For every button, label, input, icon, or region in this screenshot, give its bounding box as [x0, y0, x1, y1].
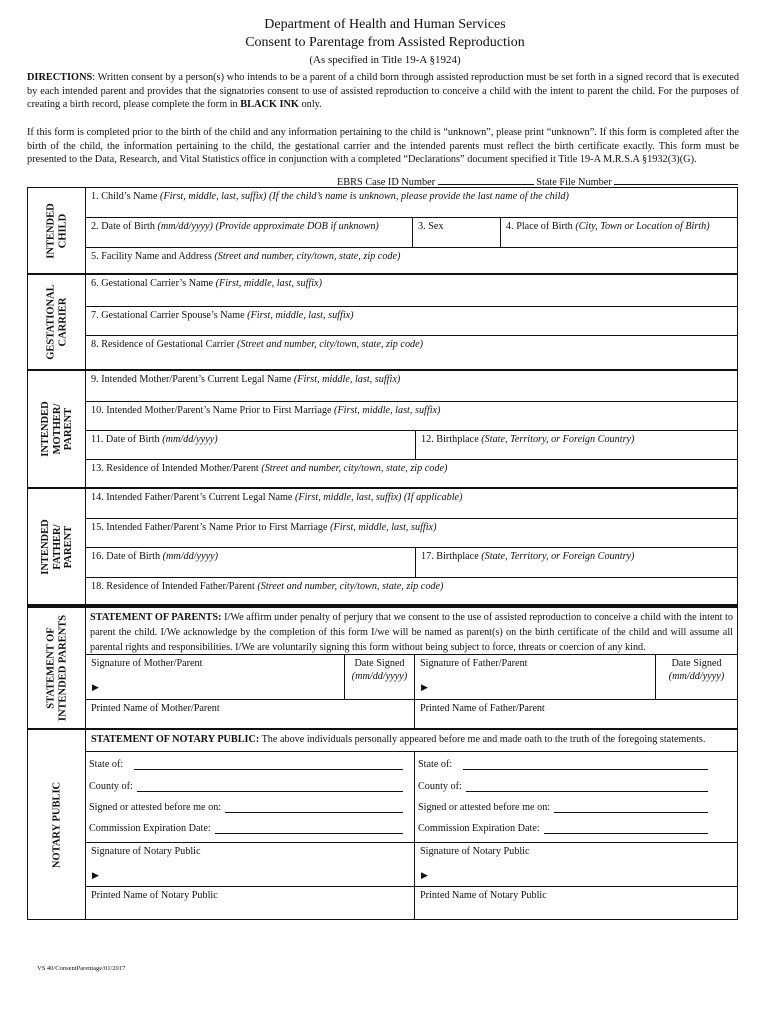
section-label-child: INTENDED CHILD: [28, 188, 86, 273]
row-parent-signatures: [86, 654, 737, 699]
commission-field-right[interactable]: [544, 833, 708, 834]
arrow-icon: ▶: [92, 870, 99, 880]
field-father-residence[interactable]: 18. Residence of Intended Father/Parent (Street and number, city/town, state, zip code): [86, 577, 737, 605]
county-label-left: County of:: [89, 781, 133, 792]
row-parent-printed: [86, 699, 737, 730]
field-child-sex[interactable]: 3. Sex: [412, 218, 500, 247]
field-notary-signature-right[interactable]: Signature of Notary Public ▶: [414, 843, 737, 886]
arrow-icon: ▶: [92, 682, 99, 692]
signed-field-right[interactable]: [554, 812, 708, 813]
row-notary-printed: [86, 886, 737, 920]
commission-label-left: Commission Expiration Date:: [89, 823, 211, 834]
section-statement-parents: [27, 605, 738, 729]
parents-statement-label: STATEMENT OF PARENTS:: [90, 612, 222, 623]
field-mother-dob[interactable]: 11. Date of Birth (mm/dd/yyyy): [91, 434, 218, 445]
parents-statement: [86, 608, 737, 654]
row-child-birth: [86, 217, 737, 247]
field-child-birthplace[interactable]: 4. Place of Birth (City, Town or Location of Birth): [500, 218, 737, 247]
field-father-date-signed[interactable]: Date Signed (mm/dd/yyyy): [655, 655, 737, 699]
parents-statement-text: I/We affirm under penalty of perjury that we consent to the use of assisted reproduction to conceive a child with the intent to parent the child. I/We acknowledge by the completion of this form I/we will be named as parent(s) on the birth certificate of the child and will assume all parental rights and responsibilities. I/We are voluntarily signing this form without being subject to force, threats or coercion of any kind.: [90, 612, 733, 653]
section-gestational-carrier: [27, 274, 738, 370]
signed-label-left: Signed or attested before me on:: [89, 802, 222, 813]
field-mother-residence[interactable]: 13. Residence of Intended Mother/Parent (Street and number, city/town, state, zip code): [86, 459, 737, 488]
commission-field-left[interactable]: [215, 833, 403, 834]
row-notary-signatures: [86, 842, 737, 886]
info-paragraph: If this form is completed prior to the birth of the child and any information pertaining to the child is “unknown”, please print “unknown”. If this form is completed after the birth of the child, the information pertaining to the child, the gestational carrier and the intended parents must reflect the birth certificate exactly. This form must be presented to the Data, Research, and Vital Statistics office in conjunction with a completed “Declarations” document specified it Title 19-A M.R.S.A §1932(3)(G).: [27, 127, 739, 166]
county-field-right[interactable]: [466, 791, 708, 792]
directions-text: : Written consent by a person(s) who intends to be a parent of a child born through assisted reproduction must be set forth in a signed record that is executed by each intended parent and provides that the signatories consent to use of assisted reproduction to conceive a child with the intent to parent the child. For the purposes of creating a birth record, please complete the form in: [27, 72, 739, 111]
row-mother-birth: [86, 430, 737, 459]
state-file-label: State File Number: [536, 177, 612, 188]
directions-paragraph: [27, 71, 739, 112]
arrow-icon: ▶: [421, 870, 428, 880]
field-child-dob[interactable]: 2. Date of Birth (mm/dd/yyyy) (Provide approximate DOB if unknown): [91, 221, 379, 232]
field-father-dob[interactable]: 16. Date of Birth (mm/dd/yyyy): [91, 551, 219, 562]
ebrs-case-field[interactable]: [438, 175, 534, 185]
section-intended-mother: [27, 370, 738, 488]
field-mother-signature[interactable]: Signature of Mother/Parent ▶: [91, 658, 203, 692]
field-carrier-residence[interactable]: 8. Residence of Gestational Carrier (Street and number, city/town, state, zip code): [86, 335, 737, 370]
notary-statement-label: STATEMENT OF NOTARY PUBLIC:: [91, 734, 260, 745]
commission-label-right: Commission Expiration Date:: [418, 823, 540, 834]
section-label-notary: NOTARY PUBLIC: [28, 730, 86, 919]
state-file-field[interactable]: [614, 175, 738, 185]
field-mother-name[interactable]: 9. Intended Mother/Parent’s Current Legal Name (First, middle, last, suffix): [91, 374, 401, 385]
state-field-right[interactable]: [463, 769, 708, 770]
form-subtitle: Consent to Parentage from Assisted Reproduction: [245, 35, 525, 50]
signed-field-left[interactable]: [225, 812, 403, 813]
section-notary-public: [27, 729, 738, 920]
form-title: Department of Health and Human Services: [264, 17, 506, 32]
form-footer-code: VS 40/ConsentParentage/01/2017: [37, 965, 126, 972]
field-notary-printed-right[interactable]: Printed Name of Notary Public: [414, 887, 737, 920]
section-label-mother: INTENDED MOTHER/ PARENT: [28, 371, 86, 487]
directions-label: DIRECTIONS: [27, 72, 93, 83]
signed-label-right: Signed or attested before me on:: [418, 802, 551, 813]
field-carrier-name[interactable]: 6. Gestational Carrier’s Name (First, middle, last, suffix): [91, 278, 322, 289]
field-father-maiden[interactable]: 15. Intended Father/Parent’s Name Prior to First Marriage (First, middle, last, suffix): [86, 518, 737, 547]
section-label-father: INTENDED FATHER/ PARENT: [28, 489, 86, 604]
notary-statement-text: The above individuals personally appeared before me and made oath to the truth of the foregoing statements.: [259, 734, 706, 745]
field-mother-printed-name[interactable]: Printed Name of Mother/Parent: [91, 703, 220, 714]
field-mother-maiden[interactable]: 10. Intended Mother/Parent’s Name Prior to First Marriage (First, middle, last, suffix): [86, 401, 737, 430]
arrow-icon: ▶: [421, 682, 428, 692]
notary-statement: [86, 730, 737, 751]
state-label-right: State of:: [418, 759, 453, 770]
county-field-left[interactable]: [137, 791, 403, 792]
section-label-parents: STATEMENT OF INTENDED PARENTS: [28, 608, 86, 728]
field-notary-printed-left[interactable]: Printed Name of Notary Public: [91, 890, 218, 901]
state-label-left: State of:: [89, 759, 124, 770]
field-mother-date-signed[interactable]: Date Signed (mm/dd/yyyy): [344, 655, 414, 699]
field-notary-signature-left[interactable]: Signature of Notary Public ▶: [91, 846, 201, 880]
section-intended-father: [27, 488, 738, 605]
notary-fields-right: [414, 752, 737, 842]
field-father-name[interactable]: 14. Intended Father/Parent’s Current Legal Name (First, middle, last, suffix) (If applicable): [91, 492, 463, 503]
state-field-left[interactable]: [134, 769, 403, 770]
field-facility[interactable]: 5. Facility Name and Address (Street and number, city/town, state, zip code): [86, 247, 737, 274]
field-father-printed-name[interactable]: Printed Name of Father/Parent: [414, 700, 737, 730]
field-carrier-spouse[interactable]: 7. Gestational Carrier Spouse’s Name (First, middle, last, suffix): [86, 306, 737, 335]
row-father-birth: [86, 547, 737, 577]
row-notary-fields: [86, 751, 737, 842]
section-label-carrier: GESTATIONAL CARRIER: [28, 275, 86, 369]
ebrs-case-label: EBRS Case ID Number: [337, 177, 436, 188]
field-mother-birthplace[interactable]: 12. Birthplace (State, Territory, or Foreign Country): [415, 431, 737, 459]
field-child-name[interactable]: 1. Child’s Name (First, middle, last, suffix) (If the child’s name is unknown, please provide the last name of the child): [91, 191, 569, 202]
section-intended-child: [27, 187, 738, 274]
notary-fields-left: [86, 752, 414, 842]
directions-text-end: only.: [298, 99, 322, 111]
black-ink-label: BLACK INK: [240, 99, 299, 111]
field-father-signature[interactable]: Signature of Father/Parent ▶: [414, 655, 655, 699]
county-label-right: County of:: [418, 781, 462, 792]
statute-reference: (As specified in Title 19-A §1924): [309, 54, 461, 66]
field-father-birthplace[interactable]: 17. Birthplace (State, Territory, or Foreign Country): [415, 548, 737, 577]
